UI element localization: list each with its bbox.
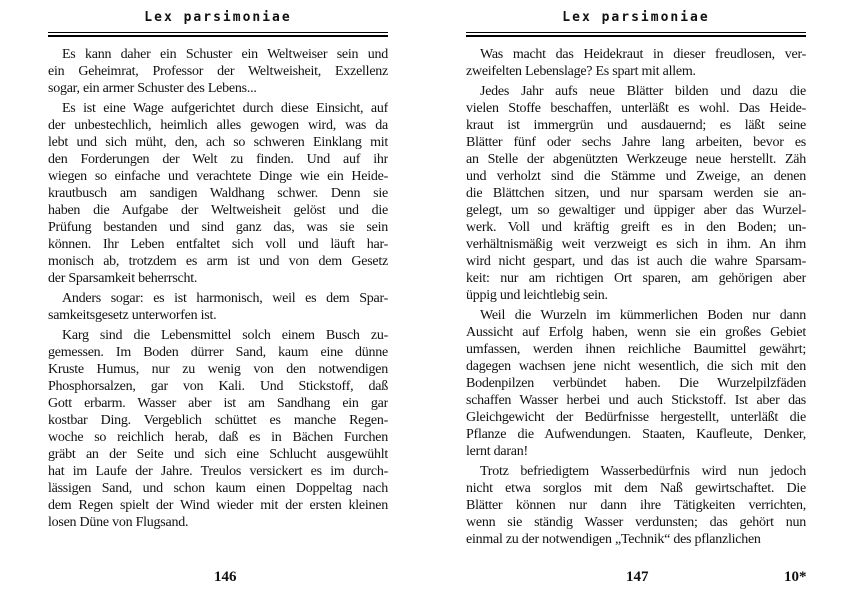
- text-line: wiegen so einfache und verachtete Dinge wie ein Heide-: [48, 169, 388, 184]
- text-line: schaffen Wasser herbei und auch Stickstoff. Ist aber das: [466, 393, 806, 408]
- running-head: Lex parsimoniae: [562, 10, 710, 25]
- page-number: 147: [626, 569, 649, 585]
- paragraph: [48, 327, 388, 531]
- text-line: losen Düne von Flugsand.: [48, 515, 189, 530]
- text-line: Blätter können nur dann ihre Tätigkeiten verrichten,: [466, 498, 806, 513]
- paragraph: [466, 307, 806, 460]
- paragraph: [466, 46, 806, 80]
- text-line: vielen Stoffe beschaffen, unterläßt es wohl. Das Heide-: [466, 101, 806, 116]
- text-line: verhältnismäßig weit verzweigt es sich in ihm. An ihm: [466, 237, 806, 252]
- text-line: woche so reichlich herab, daß es in Bächen Furchen: [48, 430, 388, 445]
- text-line: Trotz befriedigtem Wasserbedürfnis wird nun jedoch: [480, 464, 806, 479]
- left-page: [48, 0, 388, 600]
- header-rule: [48, 32, 388, 37]
- text-line: kostbar Ding. Vergeblich schüttet es manche Regen-: [48, 413, 388, 428]
- text-line: Phosphorsalzen, gar von Kali. Und Stickstoff, daß: [48, 379, 388, 394]
- text-line: Pflanze die Aufwendungen. Staaten, Kaufleute, Denker,: [466, 427, 806, 442]
- page-body: [48, 46, 388, 534]
- text-line: lernt daran!: [466, 444, 528, 459]
- text-line: umfassen, werden ihnen reichliche Baumittel gewährt;: [466, 342, 806, 357]
- text-line: Aussicht auf Erfolg haben, wenn sie ein großes Gebiet: [466, 325, 806, 340]
- text-line: einmal zu der notwendigen „Technik“ des pflanzlichen: [466, 532, 761, 547]
- text-line: üppig und leichtlebig sein.: [466, 288, 608, 303]
- text-line: Es ist eine Wage aufgerichtet durch diese Einsicht, auf: [62, 101, 388, 116]
- text-line: dem Regen spielt der Wind wieder mit der ersten kleinen: [48, 498, 388, 513]
- text-line: werk. Voll und kräftig greift es in den Boden; un-: [466, 220, 806, 235]
- text-line: Bodenpilzen verbündet haben. Die Wurzelpilzfäden: [466, 376, 806, 391]
- running-head: Lex parsimoniae: [144, 10, 292, 25]
- paragraph: [466, 463, 806, 548]
- text-line: monisch ab, trotzdem es arm ist und von dem Gesetz: [48, 254, 388, 269]
- paragraph: [48, 290, 388, 324]
- text-line: Blätter fünf oder sechs Jahre lang arbeiten, bevor es: [466, 135, 806, 150]
- text-line: samkeitsgesetz unterworfen ist.: [48, 308, 217, 323]
- text-line: können. Ihr Leben entfaltet sich voll und läuft har-: [48, 237, 388, 252]
- text-line: lebt und sich müht, den, ach so schweren Einklang mit: [48, 135, 388, 150]
- text-line: gemessen. Im Boden dürrer Sand, kaum eine dünne: [48, 345, 388, 360]
- text-line: lässigen Sand, und schon kaum einen Doppeltag nach: [48, 481, 388, 496]
- text-line: dagegen wachsen jene nicht wesentlich, die sich mit den: [466, 359, 806, 374]
- text-line: den Forderungen der Welt zu finden. Und auf ihr: [48, 152, 388, 167]
- text-line: Kruste Humus, nur zu wenig von den notwendigen: [48, 362, 388, 377]
- text-line: der unbestechlich, heimlich alles gewogen wird, was da: [48, 118, 388, 133]
- text-line: die Blättchen sitzen, und nur sparsam werden sie an-: [466, 186, 806, 201]
- text-line: gräbt an der Seite und sich eine Schlucht ausgewühlt: [48, 447, 388, 462]
- paragraph: [48, 100, 388, 287]
- text-line: Karg sind die Lebensmittel solch einem Busch zu-: [62, 328, 388, 343]
- text-line: Was macht das Heidekraut in dieser freudlosen, ver-: [480, 47, 806, 62]
- right-page: [466, 0, 806, 600]
- text-line: wird nicht gespart, und das ist auch die wahre Sparsam-: [466, 254, 806, 269]
- text-line: hat im Laufe der Jahre. Treulos versickert es im durch-: [48, 464, 388, 479]
- text-line: Gott erbarm. Wasser aber ist am Sandhang ein gar: [48, 396, 388, 411]
- text-line: kraut ist immergrün und ausdauernd; es läßt seine: [466, 118, 806, 133]
- header-rule: [466, 32, 806, 37]
- text-line: Anders sogar: es ist harmonisch, weil es dem Spar-: [62, 291, 388, 306]
- text-line: sogar, ein armer Schuster des Lebens...: [48, 81, 257, 96]
- text-line: und verholzt sind die Stämme und Zweige, an denen: [466, 169, 806, 184]
- text-line: gelegt, um so gewaltiger und üppiger aber das Wurzel-: [466, 203, 806, 218]
- text-line: wenn sie ständig Wasser verdunsten; das gehört nun: [466, 515, 806, 530]
- text-line: ein Geheimrat, Professor der Weltweisheit, Exzellenz: [48, 64, 388, 79]
- text-line: Gleichgewicht der Bedürfnisse hergestellt, unterläßt die: [466, 410, 806, 425]
- text-line: nicht etwa sorglos mit dem Naß gewirtschaftet. Die: [466, 481, 806, 496]
- text-line: zweifelten Lebenslage? Es spart mit allem.: [466, 64, 696, 79]
- paragraph: [48, 46, 388, 97]
- signature-mark: 10*: [784, 569, 807, 585]
- text-line: Es kann daher ein Schuster ein Weltweiser sein und: [62, 47, 388, 62]
- text-line: Weil die Wurzeln im kümmerlichen Boden nur dann: [480, 308, 806, 323]
- text-line: Prüfung bestanden und sind ganz das, was sie sein: [48, 220, 388, 235]
- text-line: keit: nur am richtigen Ort sparen, am gehörigen aber: [466, 271, 806, 286]
- text-line: an Stelle der abgenützten Werkzeuge neue herstellt. Zäh: [466, 152, 806, 167]
- page-body: [466, 46, 806, 551]
- text-line: der Sparsamkeit beherrscht.: [48, 271, 198, 286]
- text-line: krautbusch am sandigen Waldhang schwer. Denn sie: [48, 186, 388, 201]
- page-number: 146: [214, 569, 237, 585]
- text-line: Jedes Jahr aufs neue Blätter bilden und dazu die: [480, 84, 806, 99]
- text-line: haben die Aufgabe der Weltweisheit gelöst und die: [48, 203, 388, 218]
- paragraph: [466, 83, 806, 304]
